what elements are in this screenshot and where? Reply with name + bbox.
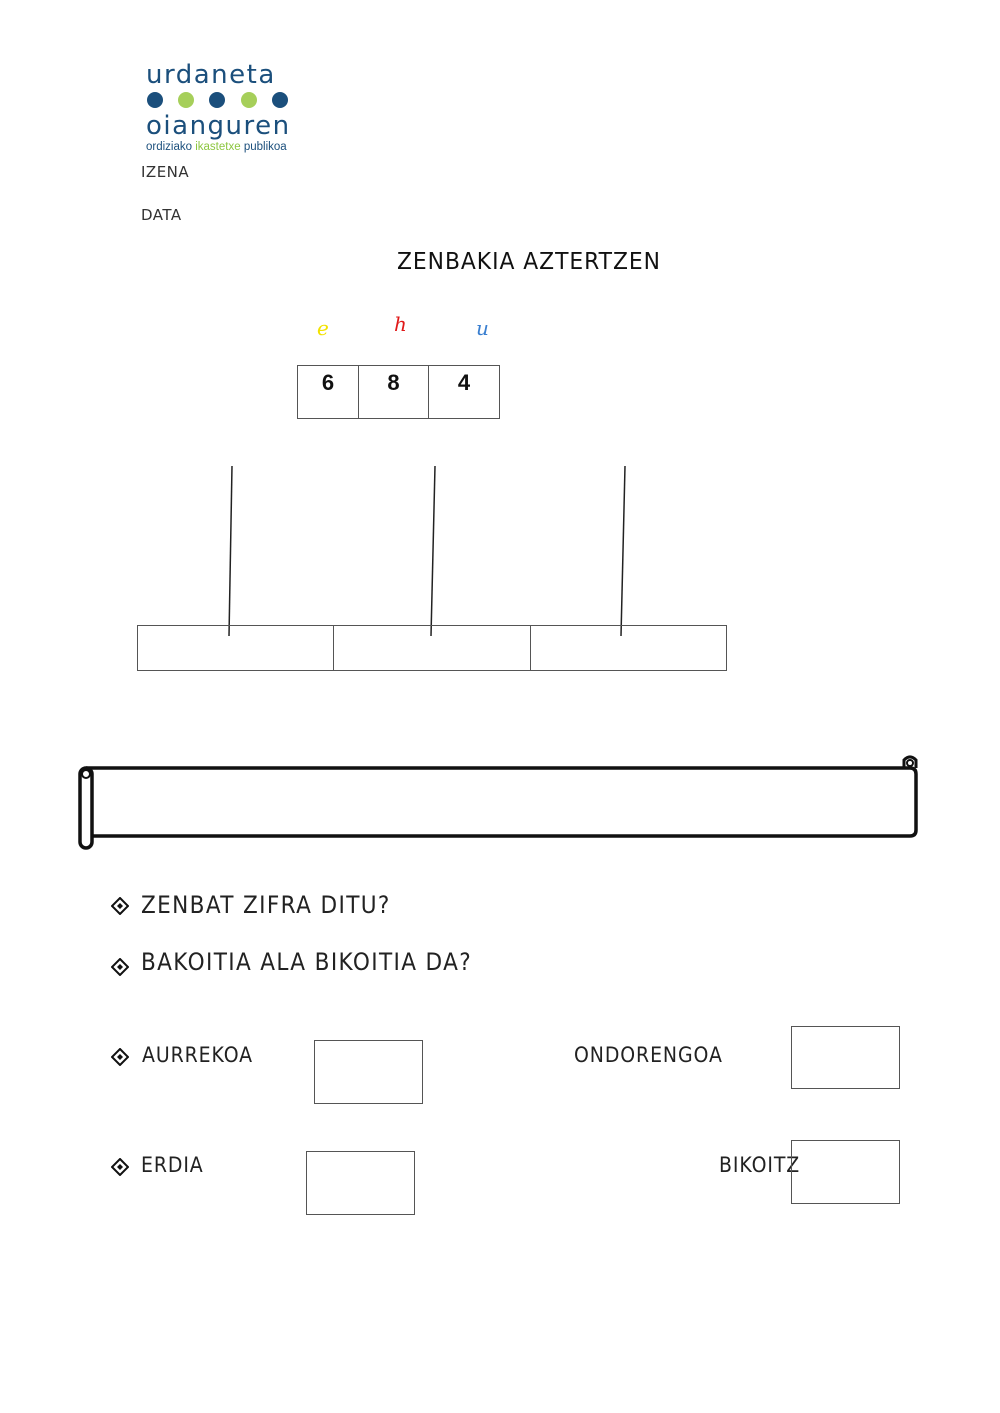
connector-lines bbox=[0, 0, 1000, 700]
connector-line bbox=[229, 466, 232, 636]
units-answer-box[interactable] bbox=[530, 625, 727, 671]
next-label: ONDORENGOA bbox=[574, 1043, 723, 1067]
place-letter-tens: h bbox=[394, 312, 407, 336]
place-letter-hundreds: e bbox=[317, 316, 329, 340]
diamond-bullet-icon bbox=[111, 958, 129, 976]
name-label: IZENA bbox=[141, 163, 190, 181]
hundreds-answer-box[interactable] bbox=[137, 625, 334, 671]
connector-line bbox=[431, 466, 435, 636]
next-answer-box[interactable] bbox=[791, 1026, 900, 1089]
digit-box-hundreds: 6 bbox=[297, 365, 359, 419]
question-digit-count: ZENBAT ZIFRA DITU? bbox=[141, 891, 391, 919]
diamond-bullet-icon bbox=[111, 1158, 129, 1176]
diamond-bullet-icon bbox=[111, 897, 129, 915]
logo-text-oianguren: oianguren bbox=[146, 111, 291, 141]
double-label: BIKOITZ bbox=[719, 1153, 801, 1177]
logo-text-urdaneta: urdaneta bbox=[146, 60, 276, 90]
logo-subtitle-word: publikoa bbox=[243, 141, 287, 153]
double-answer-box[interactable] bbox=[791, 1140, 900, 1204]
half-label: ERDIA bbox=[141, 1153, 204, 1177]
tens-answer-box[interactable] bbox=[333, 625, 531, 671]
page-title: ZENBAKIA AZTERTZEN bbox=[397, 249, 661, 275]
half-answer-box[interactable] bbox=[306, 1151, 415, 1215]
connector-line bbox=[621, 466, 625, 636]
question-odd-even: BAKOITIA ALA BIKOITIA DA? bbox=[141, 948, 473, 976]
diamond-bullet-icon bbox=[111, 1048, 129, 1066]
date-label: DATA bbox=[141, 206, 182, 224]
previous-answer-box[interactable] bbox=[314, 1040, 423, 1104]
place-letter-units: u bbox=[476, 316, 489, 340]
logo-subtitle-word: ikastetxe bbox=[195, 141, 241, 153]
digit-box-units: 4 bbox=[428, 365, 500, 419]
digit-box-tens: 8 bbox=[358, 365, 429, 419]
logo-subtitle-word: ordiziako bbox=[146, 141, 193, 153]
scroll-banner[interactable] bbox=[74, 750, 926, 854]
previous-label: AURREKOA bbox=[142, 1043, 254, 1067]
